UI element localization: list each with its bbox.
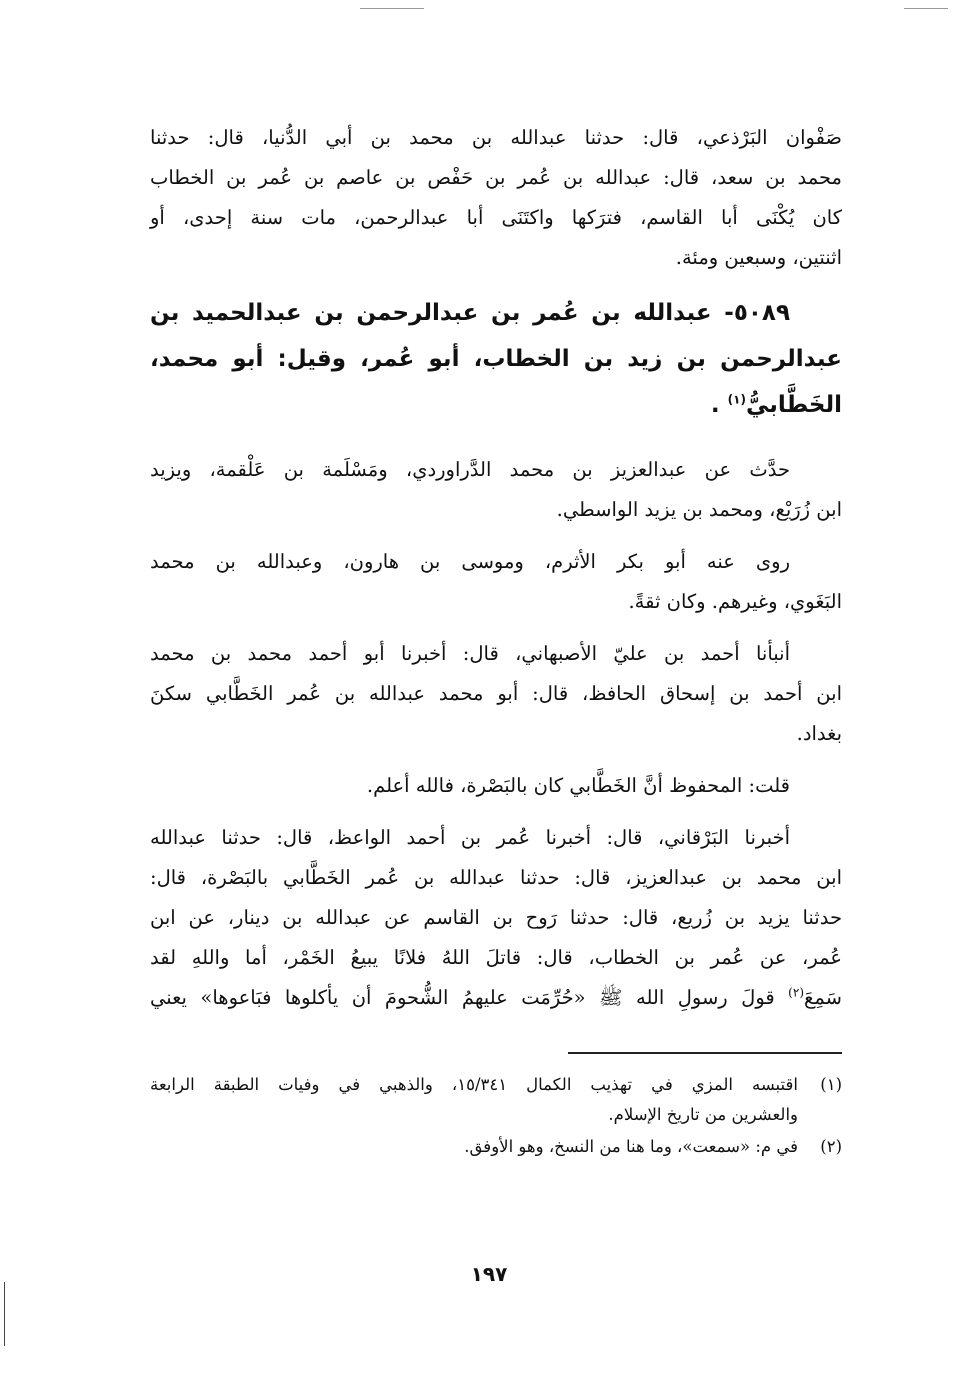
text-line: كان يُكْنَى أبا القاسم، فترَكها واكتَنَى أبا عبدالرحمن، مات سنة إحدى، أو — [150, 206, 842, 229]
heading-line — [150, 382, 842, 428]
footnote-text — [150, 1132, 798, 1162]
text-segment: قولَ رسولِ الله ﷺ «حُرِّمَت عليهمُ الشُّحومَ أن يأكلوها فبَاعوها» يعني — [150, 986, 789, 1009]
footnote-number: (١) — [820, 1075, 842, 1094]
footnote-ref-2[interactable]: (٢) — [788, 985, 804, 1000]
biography-heading — [150, 290, 842, 428]
text-line: عُمر، عن عُمر بن الخطاب، قال: قاتلَ اللهُ فلانًا يبيعُ الخَمْر، أما واللهِ لقد — [150, 946, 842, 969]
text-line: قلت: المحفوظ أنَّ الخَطَّابي كان بالبَصْرة، فالله أعلم. — [366, 774, 790, 797]
scan-mark-left — [4, 1282, 5, 1346]
paragraph-4 — [150, 634, 842, 754]
footnote-text — [150, 1070, 798, 1130]
text-line: حدثنا يزيد بن زُريع، قال: حدثنا رَوح بن القاسم عن عبدالله بن دينار، عن ابن — [150, 906, 842, 929]
scan-mark-top-right — [904, 8, 948, 9]
footnote-ref-1[interactable]: (١) — [727, 392, 746, 407]
footnote-separator — [568, 1052, 842, 1054]
page-number: ١٩٧ — [470, 1262, 508, 1286]
text-line: أخبرنا البَرْقاني، قال: أخبرنا عُمر بن أحمد الواعظ، قال: حدثنا عبدالله — [150, 826, 790, 849]
text-line: أنبأنا أحمد بن عليّ الأصبهاني، قال: أخبرنا أبو أحمد محمد بن محمد — [150, 642, 790, 665]
page-body — [150, 118, 842, 1030]
text-line: بغداد. — [796, 722, 842, 745]
paragraph-1 — [150, 118, 842, 278]
heading-line: عبدالرحمن بن زيد بن الخطاب، أبو عُمر، وقيل: أبو محمد، — [150, 346, 842, 372]
footnote-1 — [150, 1070, 842, 1130]
paragraph-5 — [150, 766, 842, 806]
heading-name: الخَطَّابيُّ — [745, 392, 842, 418]
footnote-line: والعشرين من تاريخ الإسلام. — [608, 1105, 798, 1124]
text-line: البَغَوي، وغيرهم. وكان ثقةً. — [628, 590, 842, 613]
text-line: ابن محمد بن عبدالعزيز، قال: حدثنا عبدالله بن عُمر الخَطَّابي بالبَصْرة، قال: — [150, 866, 842, 889]
scan-mark-top — [360, 8, 424, 9]
paragraph-6 — [150, 818, 842, 1018]
paragraph-2 — [150, 450, 842, 530]
footnote-number: (٢) — [820, 1137, 842, 1156]
text-segment: سَمِعَ — [804, 986, 842, 1009]
footnotes — [150, 1070, 842, 1164]
heading-end: . — [710, 392, 728, 418]
footnote-line: اقتبسه المزي في تهذيب الكمال ١٥/٣٤١، والذهبي في وفيات الطبقة الرابعة — [150, 1075, 798, 1094]
text-line — [150, 978, 842, 1018]
text-line: محمد بن سعد، قال: عبدالله بن عُمر بن حَفْص بن عاصم بن عُمر بن الخطاب — [150, 166, 842, 189]
text-line: روى عنه أبو بكر الأثرم، وموسى بن هارون، وعبدالله بن محمد — [150, 550, 790, 573]
text-line: اثنتين، وسبعين ومئة. — [675, 246, 842, 269]
heading-line: ٥٠٨٩- عبدالله بن عُمر بن عبدالرحمن بن عبدالحميد بن — [150, 300, 790, 326]
paragraph-3 — [150, 542, 842, 622]
footnote-2 — [150, 1132, 842, 1162]
text-line: ابن أحمد بن إسحاق الحافظ، قال: أبو محمد عبدالله بن عُمر الخَطَّابي سكنَ — [150, 682, 842, 705]
footnote-line: في م: «سمعت»، وما هنا من النسخ، وهو الأوفق. — [464, 1137, 798, 1156]
text-line: حدَّث عن عبدالعزيز بن محمد الدَّراوردي، ومَسْلَمة بن عَلْقمة، ويزيد — [150, 458, 790, 481]
text-line: صَفْوان البَرْذعي، قال: حدثنا عبدالله بن محمد بن أبي الدُّنيا، قال: حدثنا — [150, 126, 842, 149]
text-line: ابن زُرَيْع، ومحمد بن يزيد الواسطي. — [556, 498, 842, 521]
